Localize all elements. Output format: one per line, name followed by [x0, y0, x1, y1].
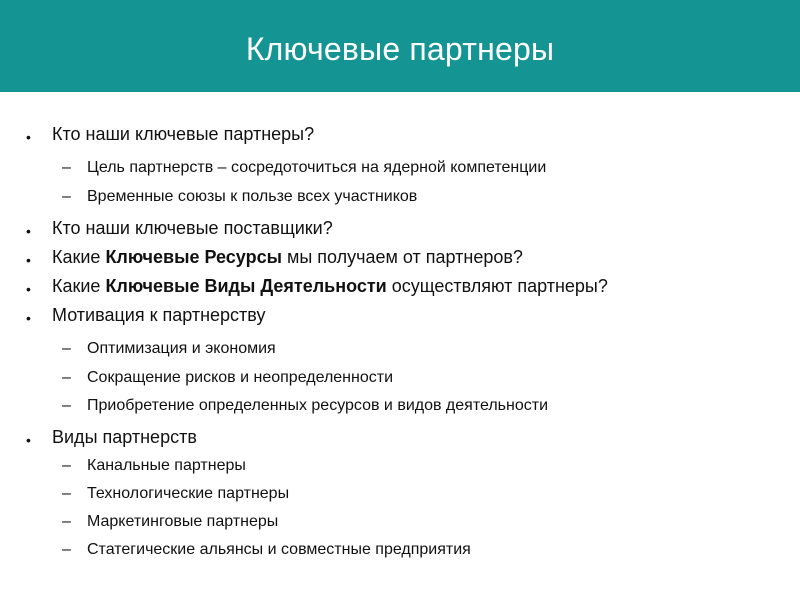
- bullet-item-partnership-types: Виды партнерств: [52, 427, 197, 447]
- sub-item-channel-partners: Канальные партнеры: [87, 457, 246, 474]
- bullet-icon: •: [26, 223, 31, 239]
- bullet-icon: •: [26, 281, 31, 297]
- item-text-pre: Какие: [52, 247, 106, 267]
- sub-item-partnership-goal: Цель партнерств – сосредоточиться на ядерной компетенции: [87, 159, 547, 176]
- item-text-pre: Какие: [52, 276, 106, 296]
- sub-item-technology-partners: Технологические партнеры: [87, 485, 290, 502]
- dash-icon: –: [62, 513, 71, 530]
- bullet-item-key-resources: [52, 247, 523, 268]
- dash-icon: –: [62, 457, 71, 474]
- dash-icon: –: [62, 541, 71, 558]
- dash-icon: –: [62, 485, 71, 502]
- bullet-icon: •: [26, 129, 31, 145]
- item-text-post: осуществляют партнеры?: [386, 276, 608, 296]
- sub-item-temporary-alliances: Временные союзы к пользе всех участников: [87, 188, 418, 205]
- bullet-icon: •: [26, 252, 31, 268]
- sub-item-marketing-partners: Маркетинговые партнеры: [87, 513, 279, 530]
- dash-icon: –: [62, 369, 71, 386]
- bullet-item-key-partners: Кто наши ключевые партнеры?: [52, 124, 315, 144]
- bullet-item-key-activities: [52, 276, 608, 297]
- dash-icon: –: [62, 340, 71, 357]
- dash-icon: –: [62, 397, 71, 414]
- sub-item-strategic-alliances: Статегические альянсы и совместные предприятия: [87, 541, 471, 558]
- bullet-icon: •: [26, 310, 31, 326]
- slide-header: [0, 0, 800, 92]
- bullet-item-motivation: Мотивация к партнерству: [52, 305, 266, 325]
- slide-body: [0, 124, 800, 584]
- sub-item-optimization: Оптимизация и экономия: [87, 340, 276, 357]
- dash-icon: –: [62, 188, 71, 205]
- item-text-bold: Ключевые Ресурсы: [105, 247, 282, 267]
- sub-item-risk-reduction: Сокращение рисков и неопределенности: [87, 369, 394, 386]
- slide-title: Ключевые партнеры: [245, 30, 555, 67]
- item-text-post: мы получаем от партнеров?: [281, 247, 523, 267]
- bullet-icon: •: [26, 432, 31, 448]
- dash-icon: –: [62, 159, 71, 176]
- sub-item-resource-acquisition: Приобретение определенных ресурсов и видов деятельности: [87, 397, 549, 414]
- item-text-bold: Ключевые Виды Деятельности: [105, 276, 387, 296]
- bullet-item-key-suppliers: Кто наши ключевые поставщики?: [52, 218, 333, 238]
